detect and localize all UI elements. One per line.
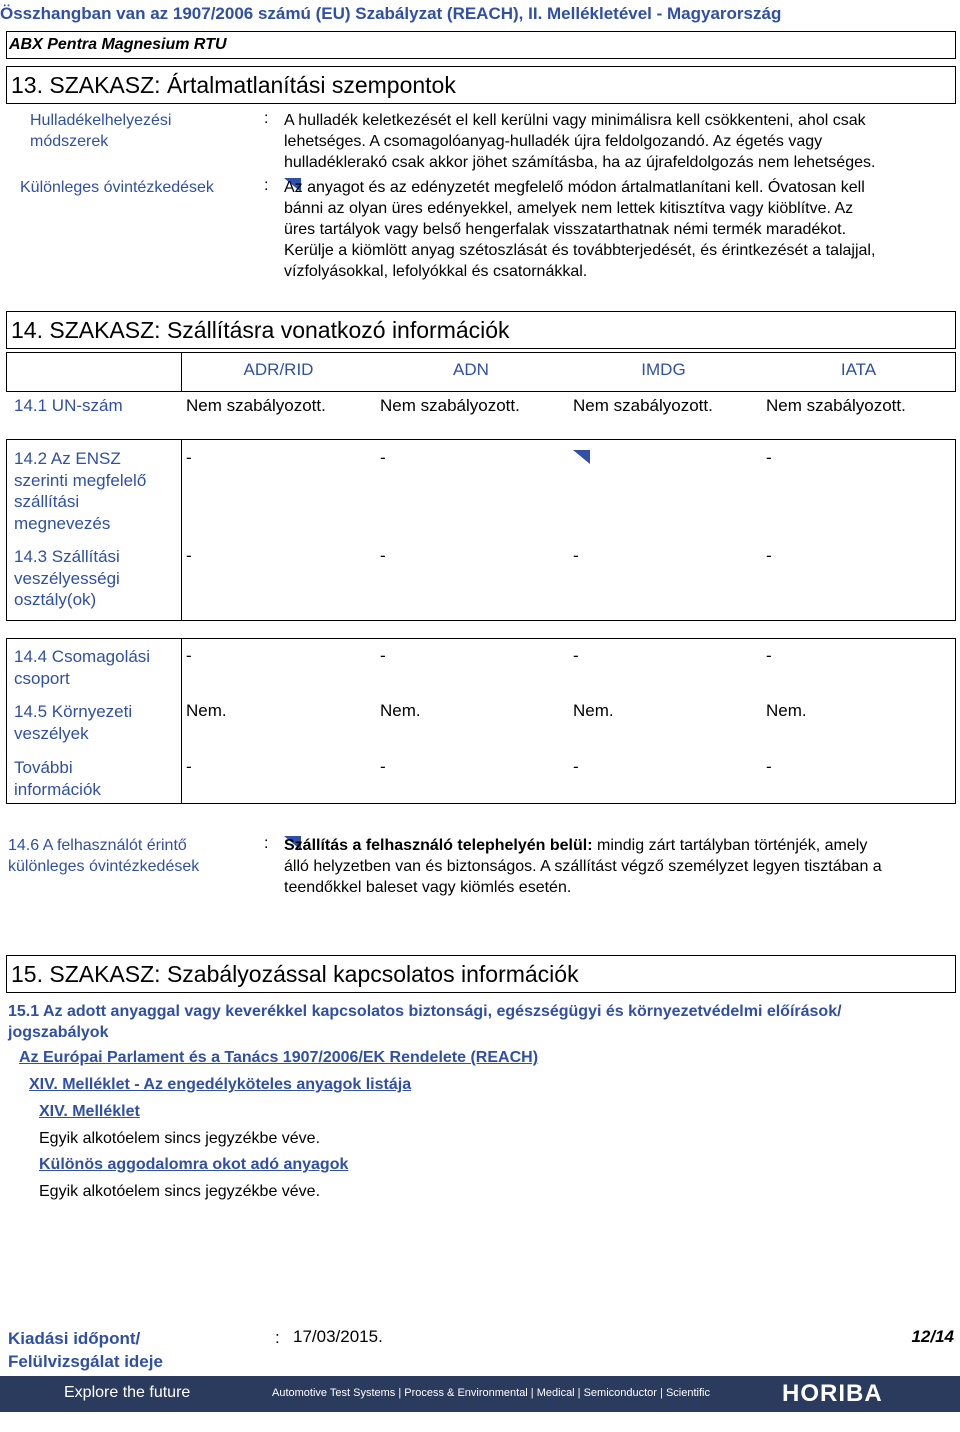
row-14-4-iata: - (766, 646, 772, 665)
row-additional-label: További információk (14, 758, 101, 799)
col-adr-rid: ADR/RID (243, 360, 314, 379)
row-14-5-adr: Nem. (186, 701, 227, 720)
s15-1-heading: 15.1 Az adott anyaggal vagy keverékkel kapcsolatos biztonsági, egészségügyi és környezetvédelmi előírások/ jogszabályok (8, 1003, 842, 1041)
row-14-2-adn: - (380, 448, 386, 467)
row-14-5-adn: Nem. (380, 701, 421, 720)
un-adn-value: Nem szabályozott. (380, 396, 520, 415)
svhc-text: Egyik alkotóelem sincs jegyzékbe véve. (39, 1183, 321, 1200)
s13-row1-text: A hulladék keletkezését el kell kerülni vagy minimálisra kell csökkenteni, ahol csak lehetséges. A csomagolóanyag-hulladék újra feldolgozandó. Az égetés vagy hulladéklerakó csak akkor jöhet számításba, ha az újrafeldolgozás nem lehetséges. (284, 112, 876, 171)
row-14-4-label: 14.4 Csomagolási csoport (14, 647, 151, 688)
horiba-logo: HORIBA (782, 1380, 883, 1407)
row-14-3-imdg: - (573, 546, 579, 565)
s13-row1-colon: : (264, 110, 269, 127)
row-14-3-adr: - (186, 546, 192, 565)
row-14-3-adn: - (380, 546, 386, 565)
row-additional-iata: - (766, 757, 772, 776)
section-13-heading-box (6, 66, 956, 104)
row-14-6-text: Szállítás a felhasználó telephelyén belül: mindig zárt tartályban történjék, amely álló helyzetben van és biztonságos. A szállítást végző személyzet legyen tisztában a teendőkkel baleset vagy kiömlés esetén. (284, 837, 882, 896)
table-divider (955, 352, 956, 392)
product-name-box (6, 31, 956, 59)
svhc-link[interactable]: Különös aggodalomra okot adó anyagok (39, 1156, 349, 1173)
footer-colon: : (275, 1328, 280, 1347)
row-14-3-iata: - (766, 546, 772, 565)
page-number: 12/14 (911, 1327, 954, 1346)
row-14-6-label: 14.6 A felhasználót érintő különleges óvintézkedések (8, 837, 200, 875)
section-14-heading-box (6, 311, 956, 349)
annex-xiv-text: Egyik alkotóelem sincs jegyzékbe véve. (39, 1130, 321, 1147)
row-14-5-imdg: Nem. (573, 701, 614, 720)
section-15-heading-box (6, 955, 956, 993)
row-additional-imdg: - (573, 757, 579, 776)
table-divider (181, 439, 182, 621)
row-14-3-label: 14.3 Szállítási veszélyességi osztály(ok) (14, 547, 120, 609)
un-iata-value: Nem szabályozott. (766, 396, 906, 415)
row-14-5-label: 14.5 Környezeti veszélyek (14, 702, 133, 743)
row-14-4-adn: - (380, 646, 386, 665)
transport-box-1 (6, 439, 956, 621)
table-divider (181, 352, 182, 392)
table-divider (6, 352, 956, 353)
annex-xiv-link[interactable]: XIV. Melléklet (39, 1103, 140, 1120)
footer-divisions: Automotive Test Systems | Process & Environmental | Medical | Semiconductor | Scientific (272, 1387, 710, 1399)
s13-row2-text: Az anyagot és az edényzetét megfelelő módon ártalmatlanítani kell. Óvatosan kell bánni az olyan üres edényekkel, amelyek nem lettek kitisztítva vagy kiöblítve. Az üres tartályok vagy belső hengerfalak visszatarthatnak némi termék maradékot. Kerülje a kiömlött anyag szétoszlását és továbbterjedését, és érintkezését a talajjal, vízfolyásokkal, lefolyókkal és csatornákkal. (284, 179, 876, 280)
un-imdg-value: Nem szabályozott. (573, 396, 713, 415)
footer-date-label: Kiadási időpont/ Felülvizsgálat ideje (8, 1329, 163, 1371)
footer-tagline: Explore the future (64, 1384, 191, 1401)
s13-row2-label: Különleges óvintézkedések (20, 179, 214, 196)
col-adn: ADN (453, 360, 489, 379)
row-14-2-iata: - (766, 448, 772, 467)
table-divider (181, 638, 182, 804)
table-divider (6, 352, 7, 392)
un-number-label: 14.1 UN-szám (14, 396, 123, 415)
un-adr-value: Nem szabályozott. (186, 396, 326, 415)
table-divider (6, 391, 956, 392)
row-additional-adn: - (380, 757, 386, 776)
row-14-2-label: 14.2 Az ENSZ szerinti megfelelő szállítási megnevezés (14, 449, 147, 533)
row-14-2-adr: - (186, 448, 192, 467)
product-name: ABX Pentra Magnesium RTU (9, 36, 227, 53)
footer-date: 17/03/2015. (293, 1327, 383, 1346)
s13-row2-colon: : (264, 177, 269, 194)
annex-xiv-list-link[interactable]: XIV. Melléklet - Az engedélyköteles anyagok listája (29, 1076, 412, 1093)
reach-regulation-link[interactable]: Az Európai Parlament és a Tanács 1907/2006/EK Rendelete (REACH) (19, 1049, 539, 1066)
checkmark-icon (573, 450, 590, 464)
footer-brand-bar (0, 1376, 960, 1412)
document-header-title: Összhangban van az 1907/2006 számú (EU) Szabályzat (REACH), II. Mellékletével - Magyarország (0, 4, 782, 23)
row-14-4-adr: - (186, 646, 192, 665)
s13-row1-label: Hulladékelhelyezési módszerek (30, 112, 172, 150)
row-14-6-colon: : (264, 835, 269, 852)
col-imdg: IMDG (641, 360, 686, 379)
row-additional-adr: - (186, 757, 192, 776)
row-14-4-imdg: - (573, 646, 579, 665)
col-iata: IATA (840, 360, 877, 379)
section-15-heading: 15. SZAKASZ: Szabályozással kapcsolatos információk (11, 961, 579, 987)
section-14-heading: 14. SZAKASZ: Szállításra vonatkozó információk (11, 317, 510, 343)
row-14-5-iata: Nem. (766, 701, 807, 720)
section-13-heading: 13. SZAKASZ: Ártalmatlanítási szempontok (11, 72, 456, 98)
